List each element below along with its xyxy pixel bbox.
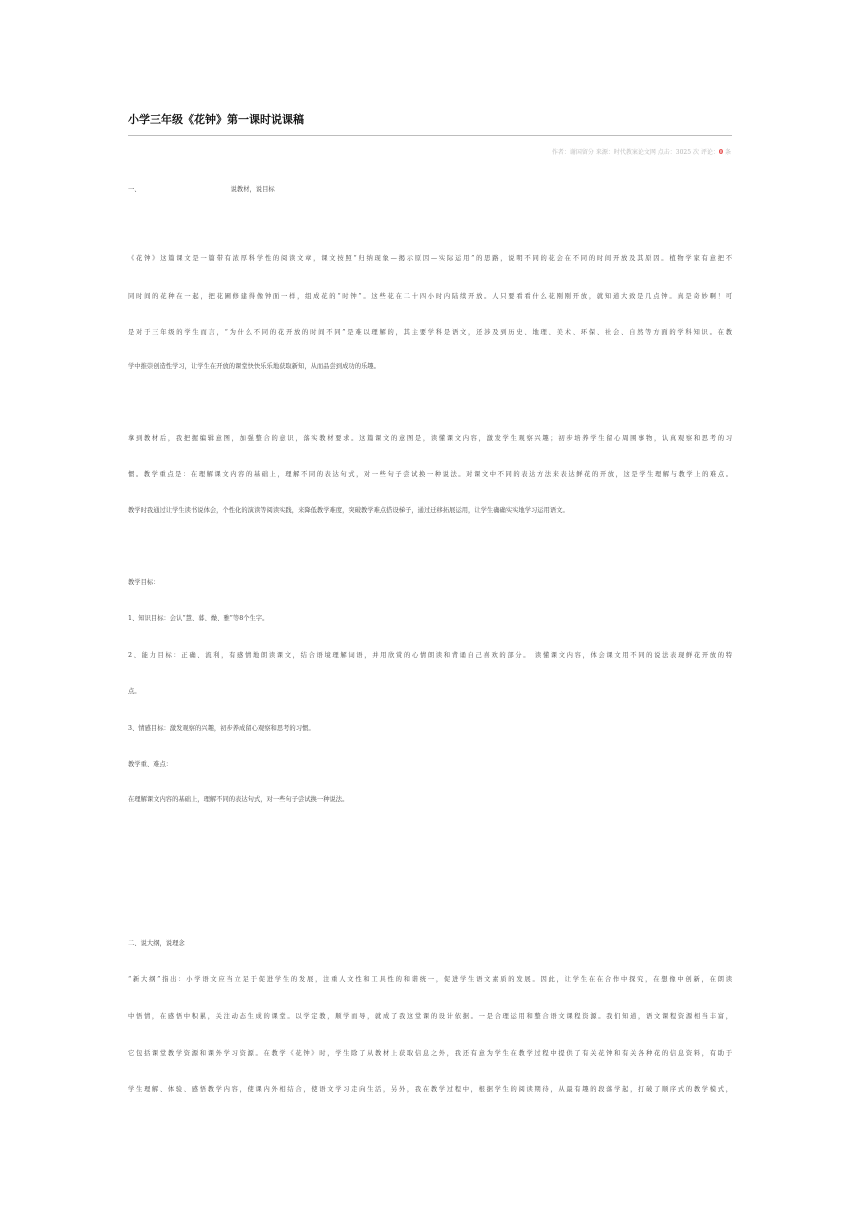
hits-unit: 次 评论：: [691, 149, 719, 156]
goal-ability: 2、能力目标：正确、流利，有感情地朗读课文，结合语境理解词语，并用欣赏的心情朗读和背诵自己喜欢的部分。 读懂课文内容，体会课文用不同的说法表现鲜花开放的特: [128, 652, 732, 659]
paragraph-line: 《花钟》这篇课文是一篇带有浓厚科学性的阅读文章，课文按照“归纳现象—揭示原因—实际运用”的思路，说明不同的花会在不同的时间开放及其原因。植物学家有意把不: [128, 255, 732, 262]
title-divider: [128, 135, 732, 136]
goal-ability-cont: 点。: [128, 688, 141, 695]
goals-heading: 教学目标：: [128, 579, 160, 586]
article-meta: [552, 147, 731, 156]
paragraph-line: 是对于三年级的学生而言，“为什么不同的花开放的时间不同”是难以理解的，其主要学科是语文，还涉及到历史、地理、美术、环保、社会、自然等方面的学科知识。在教: [128, 329, 732, 336]
section-one-title: 说教材，说目标: [230, 186, 275, 193]
paragraph-line: 教学时我通过让学生读书说体会，个性化的演读等阅读实践，来降低教学难度，突破教学难点搭设梯子，通过迁移拓展运用，让学生确确实实地学习运用语文。: [128, 507, 569, 514]
comment-unit: 条: [723, 149, 731, 156]
paragraph-line: 学中推崇创造性学习，让学生在开放的课堂快快乐乐地获取新知，从而品尝到成功的乐趣。: [128, 363, 380, 370]
hits-count: 3025: [675, 149, 692, 156]
author-label: 作者：: [551, 149, 570, 156]
key-points-heading: 教学重、难点：: [128, 761, 173, 768]
section-one-heading: [128, 184, 275, 193]
goal-emotion: 3、情感目标：激发观察的兴趣，初步养成留心观察和思考的习惯。: [128, 725, 315, 732]
comment-count[interactable]: 0: [718, 149, 724, 156]
paragraph-line: 同时间的花种在一起，把花圃修建得像钟面一样，组成花的“时钟”。这些花在二十四小时内陆续开放。人只要看看什么花刚刚开放，就知道大致是几点钟。真是奇妙啊！可: [128, 293, 732, 300]
section-two-heading: 二、说大纲，说理念: [128, 940, 185, 947]
source-label: 来源：: [593, 149, 614, 156]
source-name[interactable]: 时代教案论文网: [613, 149, 656, 156]
page-title: 小学三年级《花钟》第一课时说课稿: [128, 113, 304, 126]
paragraph-line: “新大纲”指出：小学语文应当立足于促进学生的发展，注重人文性和工具性的和谐统一，促进学生语文素质的发展。因此，让学生在在合作中探究，在想像中创新，在朗读: [128, 976, 732, 983]
hits-label: 点击：: [655, 149, 676, 156]
author-name[interactable]: 谢国留分: [569, 149, 594, 156]
paragraph-line: 学生理解、体验、感悟教学内容，使课内外相结合，使语文学习走向生活，另外，我在教学过程中，根据学生的阅读期待，从最有趣的段落学起，打破了顺序式的教学模式，: [128, 1086, 732, 1093]
paragraph-line: 中悟情，在感悟中积累，关注动态生成的课堂。以学定教，顺学而导，就成了我这堂课的设计依据。一是合理运用和整合语文课程资源。我们知道，语文课程资源相当丰富，: [128, 1013, 732, 1020]
paragraph-line: 惯。教学重点是：在理解课文内容的基础上，理解不同的表达句式，对一些句子尝试换一种说法。对课文中不同的表达方法来表达鲜花的开放，这是学生理解与教学上的难点。: [128, 471, 732, 478]
section-one-number: 一、: [128, 186, 141, 193]
paragraph-line: 它包括课堂教学资源和课外学习资源。在教学《花钟》时，学生除了从教材上获取信息之外，我还有意为学生在教学过程中提供了有关花钟和有关各种花的信息资料，有助于: [128, 1050, 732, 1057]
paragraph-line: 拿到教材后，我把握编辑意图，加强整合的意识，落实教材要求。这篇课文的意图是，读懂课文内容，激发学生观察兴趣；初步培养学生留心周围事物，认真观察和思考的习: [128, 435, 732, 442]
key-points-text: 在理解课文内容的基础上，理解不同的表达句式，对一些句子尝试换一种说法。: [128, 796, 349, 803]
goal-knowledge: 1、知识目标：会认“慧、暮、燥、雅”等8个生字。: [128, 615, 269, 622]
